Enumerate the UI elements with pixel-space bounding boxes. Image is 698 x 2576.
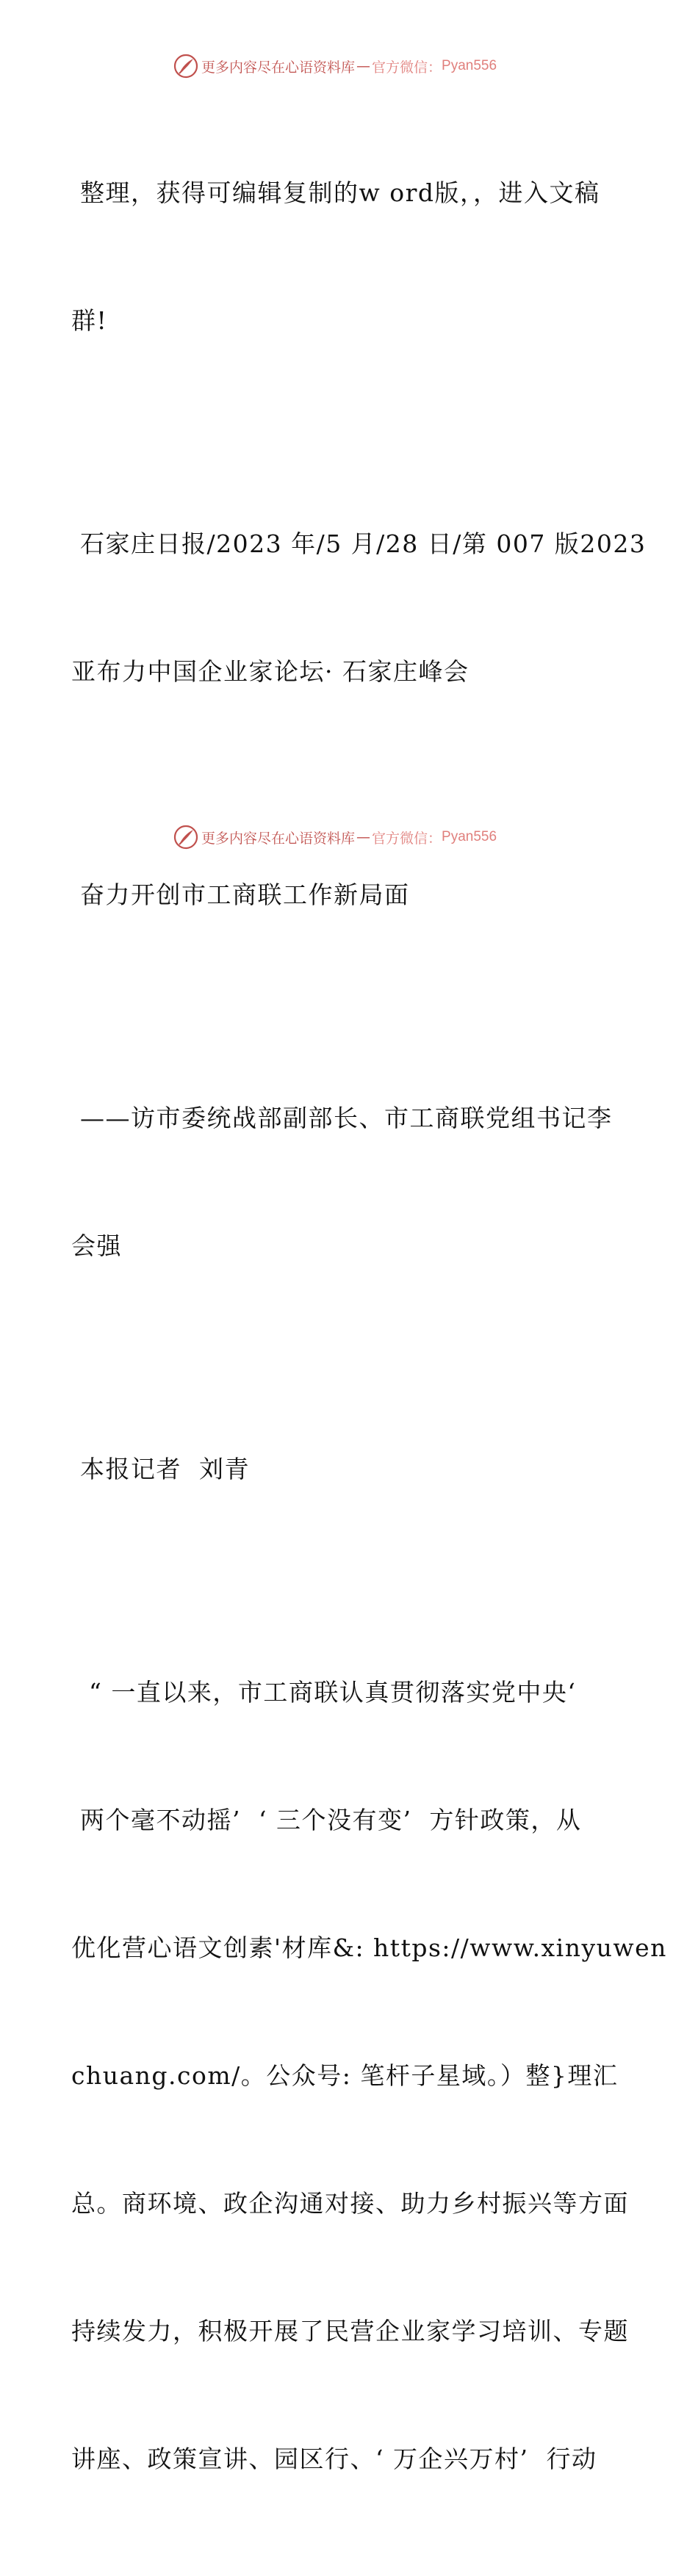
- watermark-main-text: 更多内容尽在心语资料库: [201, 59, 356, 76]
- text-line: 整理，获得可编辑复制的w ord版，，进入文稿: [71, 178, 600, 207]
- text-line: 亚布力中国企业家论坛· 石家庄峰会: [71, 657, 469, 686]
- text-line: 讲座、政策宣讲、园区行、‘ 万企兴万村’ 行动: [71, 2445, 597, 2473]
- quill-logo-icon: [173, 54, 198, 79]
- text-line: 持续发力，积极开展了民营企业家学习培训、专题: [71, 2317, 629, 2345]
- text-line: 奋力开创市工商联工作新局面: [71, 880, 410, 909]
- quill-logo-icon: [173, 825, 198, 850]
- text-line: “ 一直以来，市工商联认真贯彻落实党中央‘: [71, 1678, 577, 1707]
- watermark-separator: —: [356, 58, 371, 74]
- text-line: 群!: [71, 306, 108, 335]
- text-line: 两个毫不动摇’ ‘ 三个没有变’ 方针政策，从: [71, 1806, 582, 1834]
- text-line: ——访市委统战部副部长、市工商联党组书记李: [71, 1104, 613, 1132]
- text-line: 优化营心语文创素'材库&: https://www.xinyuwen: [71, 1933, 667, 1962]
- watermark-wechat-id: Pyan556: [442, 829, 497, 844]
- article-title: [71, 789, 630, 1002]
- paragraph-body: [71, 1586, 667, 2566]
- watermark-wechat-id: Pyan556: [442, 58, 497, 73]
- watermark-header: [173, 53, 497, 79]
- document-body: [71, 87, 667, 2576]
- article-byline: [71, 1363, 630, 1576]
- watermark-footer: [173, 824, 497, 850]
- paragraph-intro: [71, 87, 630, 427]
- watermark-sub-text: 官方微信：: [372, 59, 442, 76]
- watermark-separator: —: [356, 829, 371, 845]
- text-line: 本报记者 刘青: [71, 1455, 250, 1483]
- article-subtitle: [71, 1012, 630, 1353]
- watermark-main-text: 更多内容尽在心语资料库: [201, 830, 356, 847]
- paragraph-source: [71, 438, 647, 778]
- text-line: chuang.com/。公众号: 笔杆子星域。）整}理汇: [71, 2061, 619, 2090]
- text-line: 石家庄日报/2023 年/5 月/28 日/第 007 版2023: [71, 529, 647, 558]
- watermark-sub-text: 官方微信：: [372, 830, 442, 847]
- text-line: 会强: [71, 1231, 122, 1260]
- text-line: 总。商环境、政企沟通对接、助力乡村振兴等方面: [71, 2189, 629, 2218]
